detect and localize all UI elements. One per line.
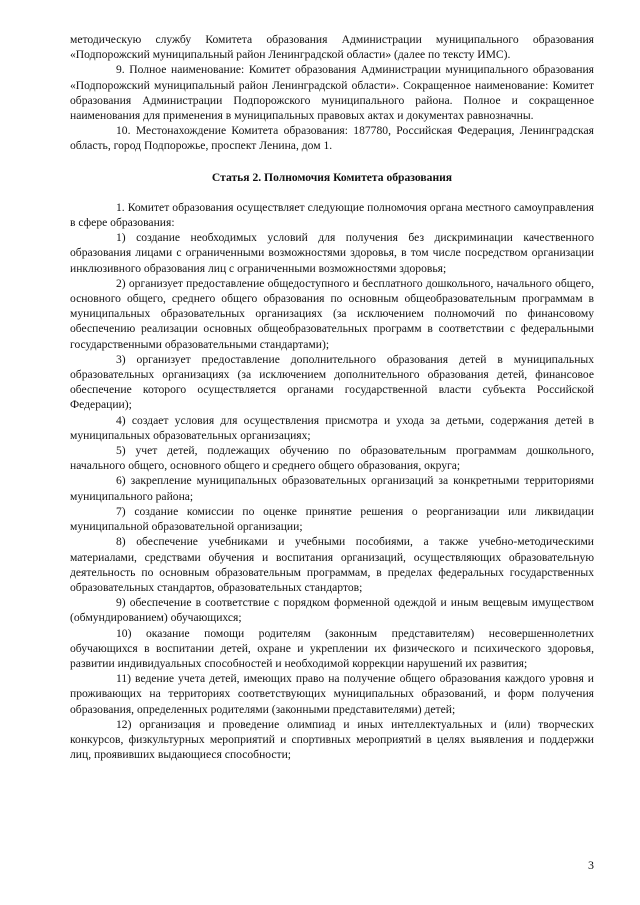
page-number: 3 [588, 858, 594, 872]
article-paragraph-1: 1. Комитет образования осуществляет следующие полномочия органа местного самоуправления в сфере образования: [70, 200, 594, 230]
article-item-1: 1) создание необходимых условий для получения без дискриминации качественного образования лицами с ограниченными возможностями здоровья, в том числе посредством организации инклюзивного образования лиц с ограниченными возможностями здоровья; [70, 231, 594, 275]
article-item-5: 5) учет детей, подлежащих обучению по образовательным программам дошкольного, начального общего, основного общего и среднего общего образования, округа; [70, 444, 594, 473]
article-item-2: 2) организует предоставление общедоступного и бесплатного дошкольного, начального общего, основного общего, среднего общего образования по основным общеобразовательным программам в муниципальных образовательных организациях (за исключением полномочий по финансовому обеспечению реализации основных общеобразовательных программ в соответствии с федеральными государственными образовательными стандартами); [70, 276, 594, 351]
intro-paragraph-continuation: методическую службу Комитета образования Администрации муниципального образования «Подпорожский муниципальный район Ленинградской области» (далее по тексту ИМС). [70, 33, 594, 62]
article-item-12: 12) организация и проведение олимпиад и иных интеллектуальных и (или) творческих конкурсов, физкультурных мероприятий и спортивных мероприятий в целях выявления и поддержки лиц, проявивших выдающиеся способности; [70, 717, 594, 762]
article-item-3: 3) организует предоставление дополнительного образования детей в муниципальных образовательных организациях (за исключением дополнительного образования детей, финансовое обеспечение которого осуществляется органами государственной власти субъекта Российской Федерации); [70, 352, 594, 412]
article-item-4: 4) создает условия для осуществления присмотра и ухода за детьми, содержания детей в муниципальных образовательных организациях; [70, 413, 594, 442]
article-item-8: 8) обеспечение учебниками и учебными пособиями, а также учебно-методическими материалами, средствами обучения и воспитания организаций, осуществляющих образовательную деятельность по основным образовательным программам, в пределах федеральных государственных образовательных стандартов, образовательных стандартов; [70, 535, 594, 594]
intro-paragraph-item-9: 9. Полное наименование: Комитет образования Администрации муниципального образования «Подпорожский муниципальный район Ленинградской области». Сокращенное наименование: Комитет образования Администрации Подпорожского муниципального района. Полное и сокращенное наименования для применения в муниципальных правовых актах и документах равнозначны. [70, 63, 594, 123]
intro-paragraph-item-10: 10. Местонахождение Комитета образования: 187780, Российская Федерация, Ленинградская область, город Подпорожье, проспект Ленина, дом 1. [70, 124, 594, 153]
article-item-10: 10) оказание помощи родителям (законным представителям) несовершеннолетних обучающихся в воспитании детей, охране и укреплении их физического и психического здоровья, развитии индивидуальных способностей и необходимой коррекции нарушений их развития; [70, 626, 594, 670]
article-item-11: 11) ведение учета детей, имеющих право на получение общего образования каждого уровня и проживающих на территориях соответствующих муниципальных образований, и форм получения образования, определенных родителями (законными представителями) детей; [70, 672, 594, 716]
article-item-9: 9) обеспечение в соответствие с порядком форменной одеждой и иным вещевым имуществом (обмундированием) обучающихся; [70, 596, 594, 625]
article-item-6: 6) закрепление муниципальных образовательных организаций за конкретными территориями муниципального района; [70, 474, 594, 503]
article-heading: Статья 2. Полномочия Комитета образования [211, 170, 453, 184]
document-page [70, 32, 594, 762]
article-item-7: 7) создание комиссии по оценке принятие решения о реорганизации или ликвидации муниципальной образовательной организации; [70, 504, 594, 534]
